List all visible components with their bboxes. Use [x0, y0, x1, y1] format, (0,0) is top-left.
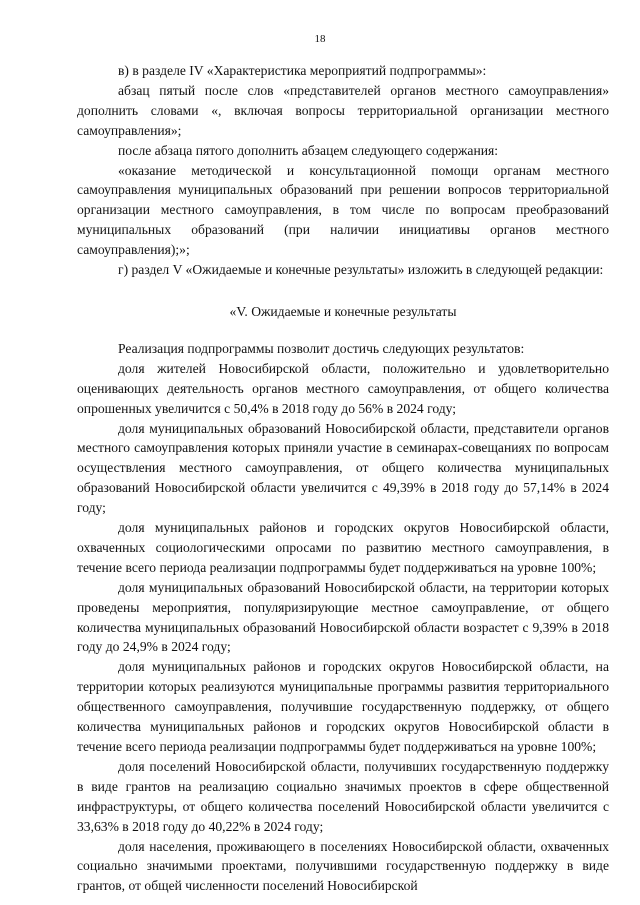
paragraph-amendment-v: в) в разделе IV «Характеристика мероприятий подпрограммы»: [118, 63, 487, 78]
page-number: 18 [314, 33, 326, 45]
paragraph-result-events-share: доля муниципальных образований Новосибирской области, на территории которых проведены мероприятия, популяризирующие местное самоуправление, от общего количества муниципальных образований Новосибирской области возрастет с 9,39% в 2018 году до 24,9% в 2024 году; [77, 579, 609, 655]
paragraph-amendment-g: г) раздел V «Ожидаемые и конечные результаты» изложить в следующей редакции: [118, 262, 604, 278]
paragraph-result-grants-share: доля поселений Новосибирской области, получивших государственную поддержку в виде грантов на реализацию социально значимых проектов в сфере общественной инфраструктуры, от общего количества поселений Новосибирской области увеличится с 33,63% в 2018 году до 40,22% в 2024 году; [77, 758, 609, 834]
paragraph-add-abzac: после абзаца пятого дополнить абзацем следующего содержания: [118, 142, 499, 158]
document-body [77, 61, 609, 896]
section-heading: «V. Ожидаемые и конечные результаты [229, 303, 457, 319]
paragraph-result-residents-share: доля жителей Новосибирской области, положительно и удовлетворительно оценивающих деятельность органов местного самоуправления, от общего количества опрошенных увеличится с 50,4% в 2018 году до 56% в 2024 году; [77, 360, 609, 416]
paragraph-results-intro: Реализация подпрограммы позволит достичь следующих результатов: [118, 340, 525, 356]
paragraph-result-programs-share: доля муниципальных районов и городских округов Новосибирской области, на территории которых реализуются муниципальные программы развития территориального общественного самоуправления, получившие государственную поддержку, от общего количества муниципальных районов и городских округов Новосибирской области в течение всего периода реализации подпрограммы будет поддерживаться на уровне 100%; [77, 659, 609, 754]
paragraph-result-surveys-share: доля муниципальных районов и городских округов Новосибирской области, охваченных социологическими опросами по развитию местного самоуправления, в течение всего периода реализации подпрограммы будет поддерживаться на уровне 100%; [77, 520, 609, 575]
paragraph-result-population-share: доля населения, проживающего в поселениях Новосибирской области, охваченных социально значимыми проектами, получившими государственную поддержку в виде грантов, от общей численности поселений Новосибирской [77, 838, 609, 894]
paragraph-quoted-text: «оказание методической и консультационной помощи органам местного самоуправления муниципальных образований при решении вопросов территориальной организации местного самоуправления, в том числе по вопросам преобразований муниципальных образований (при наличии инициативы органов местного самоуправления);»; [77, 162, 609, 258]
paragraph-amendment-fifth-abzac: абзац пятый после слов «представителей органов местного самоуправления» дополнить словами «, включая вопросы территориальной организации местного самоуправления»; [77, 82, 609, 138]
paragraph-result-seminars-share: доля муниципальных образований Новосибирской области, представители органов местного самоуправления которых приняли участие в семинарах-совещаниях по вопросам осуществления местного самоуправления, от общего количества муниципальных образований Новосибирской области увеличится с 49,39% в 2018 году до 57,14% в 2024 году; [77, 420, 609, 516]
